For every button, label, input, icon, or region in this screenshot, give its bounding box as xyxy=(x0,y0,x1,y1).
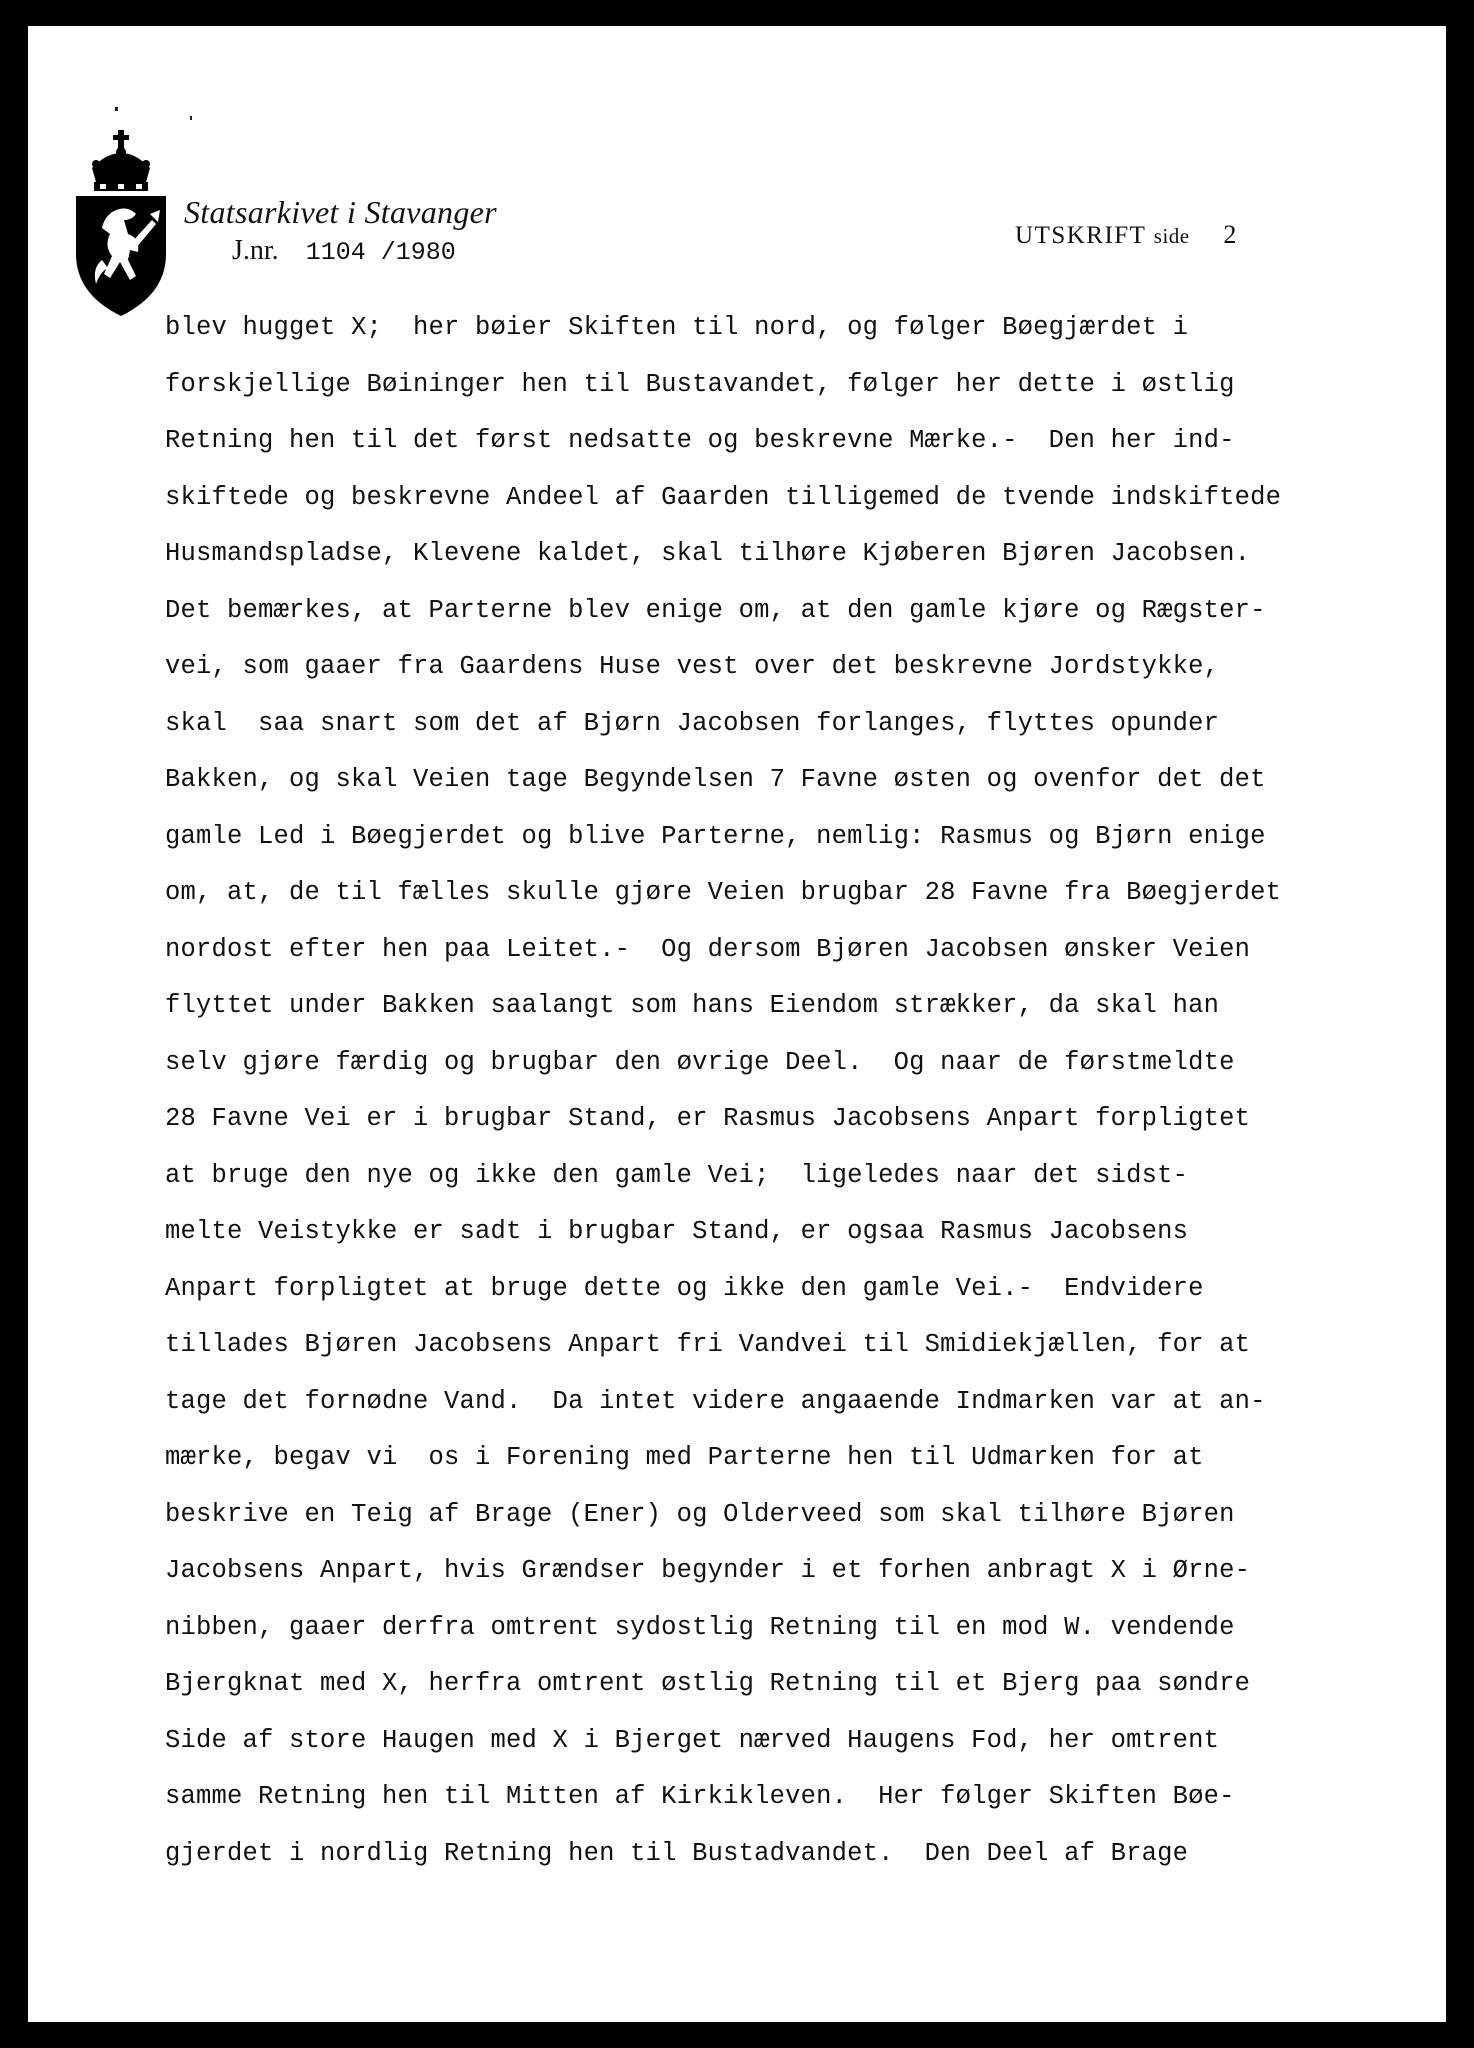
institution-name: Statsarkivet i Stavanger xyxy=(184,194,497,230)
text-line: blev hugget X; her bøier Skiften til nord, og følger Bøegjærdet i xyxy=(165,313,1189,342)
text-line: gamle Led i Bøegjerdet og blive Parterne, nemlig: Rasmus og Bjørn enige xyxy=(165,821,1266,851)
text-line: Jacobsens Anpart, hvis Grændser begynder i et forhen anbragt X i Ørne- xyxy=(165,1556,1251,1585)
text-line: selv gjøre færdig og brugbar den øvrige Deel. Og naar de førstmeldte xyxy=(165,1047,1235,1077)
norwegian-coat-of-arms-icon xyxy=(74,110,168,316)
page-number: 2 xyxy=(1223,220,1238,249)
text-line: flyttet under Bakken saalangt som hans Eiendom strækker, da skal han xyxy=(165,991,1220,1020)
scan-speck xyxy=(190,116,192,120)
text-line: samme Retning hen til Mitten af Kirkikleven. Her følger Skiften Bøe- xyxy=(165,1782,1235,1811)
text-line: mærke, begav vi os i Forening med Parterne hen til Udmarken for at xyxy=(165,1443,1204,1472)
text-line: Bakken, og skal Veien tage Begyndelsen 7 Favne østen og ovenfor det det xyxy=(165,765,1266,794)
journal-number xyxy=(232,235,456,267)
text-line: vei, som gaaer fra Gaardens Huse vest over det beskrevne Jordstykke, xyxy=(165,652,1220,681)
text-line: melte Veistykke er sadt i brugbar Stand, er ogsaa Rasmus Jacobsens xyxy=(165,1217,1189,1246)
text-line: 28 Favne Vei er i brugbar Stand, er Rasmus Jacobsens Anpart forpligtet xyxy=(165,1104,1251,1133)
text-line: Det bemærkes, at Parterne blev enige om, at den gamle kjøre og Rægster- xyxy=(165,595,1266,625)
text-line: Side af store Haugen med X i Bjerget nærved Haugens Fod, her omtrent xyxy=(165,1725,1220,1755)
text-line: tage det fornødne Vand. Da intet videre angaaende Indmarken var at an- xyxy=(165,1386,1266,1416)
text-line: nibben, gaaer derfra omtrent sydostlig Retning til en mod W. vendende xyxy=(165,1612,1235,1642)
text-line: nordost efter hen paa Leitet.- Og dersom Bjøren Jacobsen ønsker Veien xyxy=(165,934,1251,964)
text-line: Retning hen til det først nedsatte og beskrevne Mærke.- Den her ind- xyxy=(165,426,1235,455)
text-line: Husmandspladse, Klevene kaldet, skal tilhøre Kjøberen Bjøren Jacobsen. xyxy=(165,539,1251,568)
copy-page-label xyxy=(1015,220,1238,250)
side-label: side xyxy=(1153,224,1190,248)
text-line: at bruge den nye og ikke den gamle Vei; ligeledes naar det sidst- xyxy=(165,1160,1189,1190)
journal-number-label: J.nr. xyxy=(232,235,279,266)
text-line: Anpart forpligtet at bruge dette og ikke den gamle Vei.- Endvidere xyxy=(165,1273,1204,1303)
transcript-body xyxy=(165,300,1415,1882)
text-line: skiftede og beskrevne Andeel af Gaarden tilligemed de tvende indskiftede xyxy=(165,482,1282,512)
utskrift-label: UTSKRIFT xyxy=(1015,222,1147,249)
text-line: om, at, de til fælles skulle gjøre Veien brugbar 28 Favne fra Bøegjerdet xyxy=(165,878,1282,907)
text-line: Bjergknat med X, herfra omtrent østlig Retning til et Bjerg paa søndre xyxy=(165,1669,1251,1698)
journal-number-value: 1104 /1980 xyxy=(305,238,456,267)
text-line: gjerdet i nordlig Retning hen til Bustadvandet. Den Deel af Brage xyxy=(165,1838,1189,1868)
text-line: forskjellige Bøininger hen til Bustavandet, følger her dette i østlig xyxy=(165,369,1235,399)
text-line: beskrive en Teig af Brage (Ener) og Olderveed som skal tilhøre Bjøren xyxy=(165,1499,1235,1529)
text-line: skal saa snart som det af Bjørn Jacobsen forlanges, flyttes opunder xyxy=(165,708,1220,738)
text-line: tillades Bjøren Jacobsens Anpart fri Vandvei til Smidiekjællen, for at xyxy=(165,1330,1251,1359)
